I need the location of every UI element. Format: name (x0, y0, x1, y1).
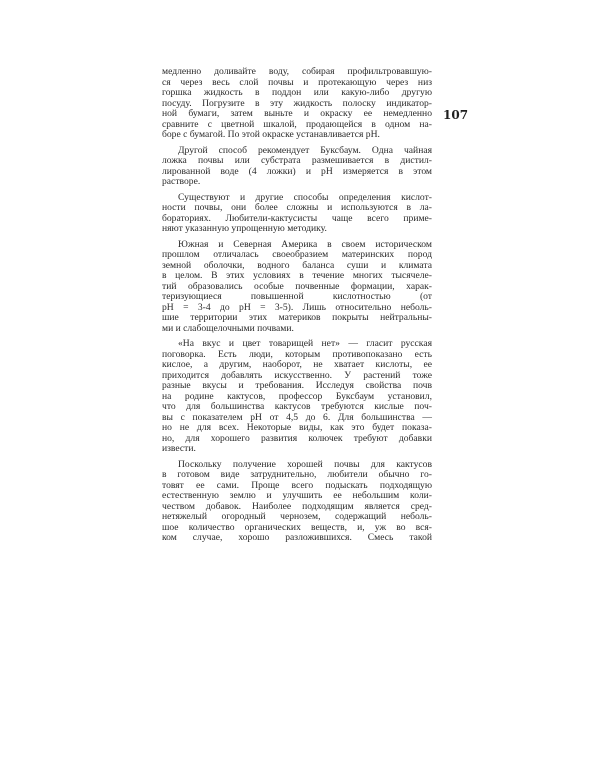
text-line: нетяжелый огородный чернозем, содержащий неболь- (162, 511, 432, 522)
text-line: боре с бумагой. По этой окраске устанавливается pH. (162, 129, 380, 140)
text-line: шие территории этих материков покрыты нейтральны- (162, 312, 432, 323)
text-line: кислое, а другим, наоборот, не хватает кислоты, ее (162, 359, 432, 370)
text-line: на родине кактусов, профессор Буксбаум установил, (162, 390, 432, 402)
text-line: в целом. В этих условиях в течение многих тысячеле- (162, 270, 432, 281)
text-line: земной оболочки, водного баланса суши и климата (162, 259, 432, 271)
text-line: няют указанную упрощенную методику. (162, 223, 327, 234)
text-line: ся через весь слой почвы и протекающую через низ (162, 76, 432, 88)
paragraph-3 (162, 193, 432, 235)
text-line: бораториях. Любители-кактусисты чаще всего приме- (162, 212, 432, 224)
text-line: в готовом виде затруднительно, любители обычно го- (162, 469, 432, 480)
text-line: теризующиеся повышенной кислотностью (от (162, 291, 432, 302)
text-line: pH = 3-4 до pH = 3-5). Лишь относительно неболь- (162, 301, 432, 313)
text-line: но не для всех. Некоторые виды, как это будет показа- (162, 422, 432, 433)
text-line: приходится добавлять искусственно. У растений тоже (162, 369, 432, 381)
text-line: но, для хорошего развития колючек требуют добавки (162, 432, 432, 444)
text-line: ной бумаги, затем выньте и окраску ее немедленно (162, 108, 432, 119)
text-line: что для большинства кактусов требуются кислые поч- (162, 401, 432, 412)
text-line: Поскольку получение хорошей почвы для кактусов (178, 458, 432, 470)
paragraph-5 (162, 339, 432, 455)
paragraph-4 (162, 240, 432, 335)
text-line: ности почвы, они более сложны и используются в ла- (162, 202, 432, 213)
text-line: ложка почвы или субстрата размешивается в дистил- (162, 155, 432, 166)
text-line: ком случае, хорошо разложившихся. Смесь такой (162, 532, 432, 543)
text-line: вы с показателем pH от 4,5 до 6. Для большинства — (162, 411, 432, 423)
text-line: товят ее сами. Проще всего подыскать подходящую (162, 479, 432, 491)
text-line: Существуют и другие способы определения кислот- (178, 191, 432, 203)
text-line: естественную землю и улучшить ее небольшим коли- (162, 490, 432, 501)
text-line: ми и слабощелочными почвами. (162, 322, 294, 334)
text-line: поговорка. Есть люди, которым противопоказано есть (162, 348, 432, 360)
text-line: горшка жидкость в поддон или какую-либо другую (162, 87, 432, 98)
text-line: «На вкус и цвет товарищей нет» — гласит русская (178, 338, 432, 349)
text-line: посуду. Погрузите в эту жидкость полоску индикатор- (162, 97, 432, 109)
text-line: извести. (162, 443, 196, 454)
paragraph-2 (162, 146, 432, 188)
paragraph-6 (162, 460, 432, 544)
page-number: 107 (443, 108, 469, 122)
text-line: Другой способ рекомендует Буксбаум. Одна чайная (178, 144, 432, 156)
text-line: медленно доливайте воду, собирая профильтровавшую- (162, 66, 432, 77)
text-line: растворе. (162, 176, 201, 187)
text-line: чеством добавок. Наиболее подходящим является сред- (162, 500, 432, 512)
text-line: лированной воде (4 ложки) и pH измеряется в этом (162, 165, 432, 177)
text-line: прошлом отличалась своеобразием материнских пород (162, 249, 432, 260)
text-line: шое количество органических веществ, и, уж во вся- (162, 521, 432, 533)
text-line: разные вкусы и требования. Исследуя свойства почв (162, 380, 432, 391)
text-line: Южная и Северная Америка в своем историческом (178, 238, 432, 250)
text-line: тий образовались особые почвенные формации, харак- (162, 280, 432, 292)
paragraph-1 (162, 67, 432, 141)
body-text (162, 67, 432, 549)
text-line: сравните с цветной шкалой, продающейся в одном на- (162, 118, 432, 130)
